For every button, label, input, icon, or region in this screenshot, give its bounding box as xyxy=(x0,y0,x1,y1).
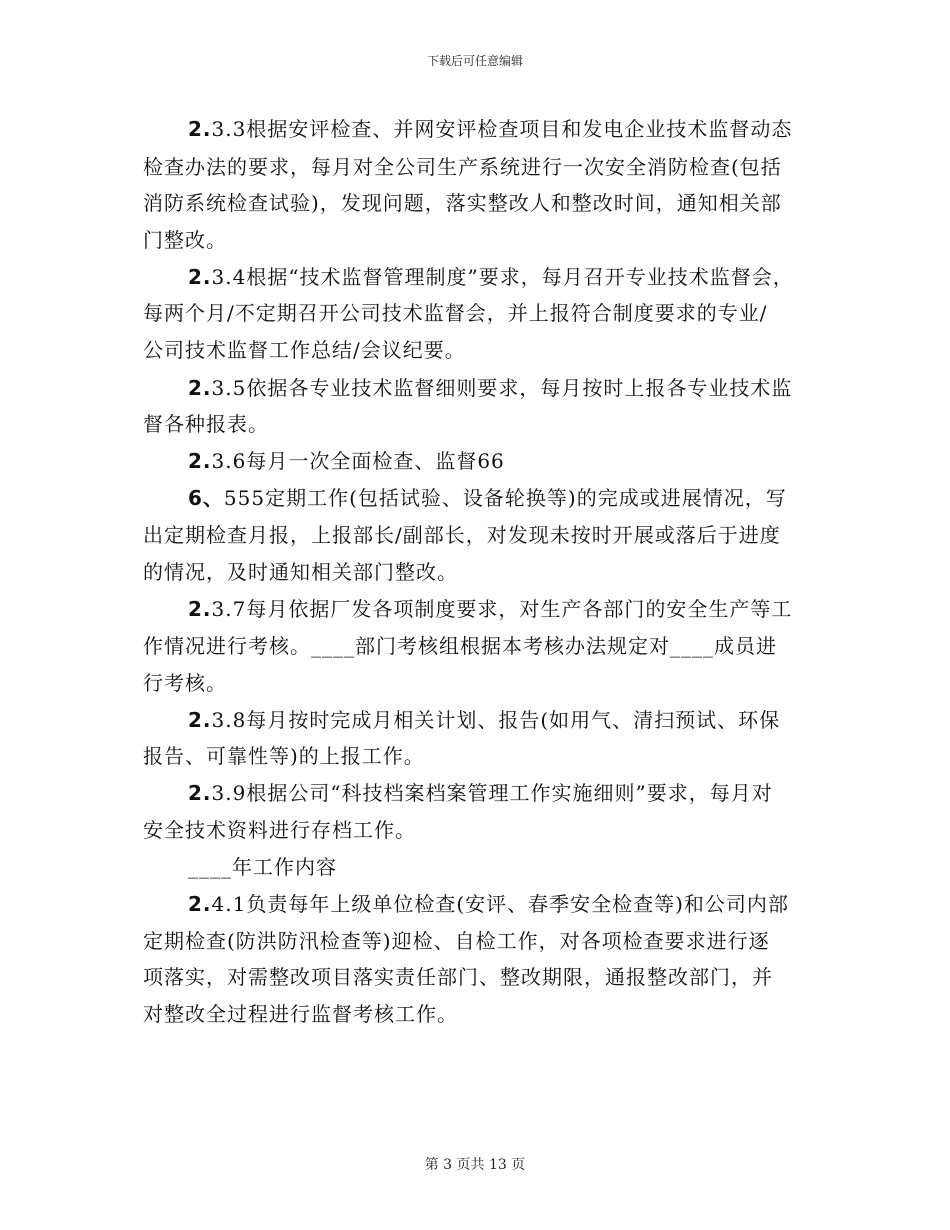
text-line: 2.3.9根据公司“科技档案档案管理工作实施细则”要求，每月对 xyxy=(188,781,773,805)
text-line: 对整改全过程进行监督考核工作。 xyxy=(143,1002,458,1026)
page-header: 下载后可任意编辑 xyxy=(426,54,523,68)
text-line: 2.3.6每月一次全面检查、监督66 xyxy=(188,449,505,473)
text-line: 2.3.5依据各专业技术监督细则要求，每月按时上报各专业技术监 xyxy=(188,376,793,400)
text-line: 2.4.1负责每年上级单位检查(安评、春季安全检查等)和公司内部 xyxy=(188,892,789,916)
text-line: 督各种报表。 xyxy=(143,412,269,436)
text-line: 作情况进行考核。____部门考核组根据本考核办法规定对____成员进 xyxy=(143,634,777,658)
text-line: 公司技术监督工作总结/会议纪要。 xyxy=(143,338,466,362)
text-line: 定期检查(防洪防汛检查等)迎检、自检工作，对各项检查要求进行逐 xyxy=(143,929,770,953)
text-line: 消防系统检查试验)，发现问题，落实整改人和整改时间，通知相关部 xyxy=(143,191,782,215)
text-line: 6、555定期工作(包括试验、设备轮换等)的完成或进展情况，写 xyxy=(188,486,787,510)
text-line: 项落实，对需整改项目落实责任部门、整改期限，通报整改部门，并 xyxy=(143,965,773,989)
text-line: 的情况，及时通知相关部门整改。 xyxy=(143,560,458,584)
section-heading: ____年工作内容 xyxy=(188,855,337,879)
text-line: 2.3.3根据安评检查、并网安评检查项目和发电企业技术监督动态 xyxy=(188,117,793,141)
text-line: 门整改。 xyxy=(143,228,227,252)
text-line: 每两个月/不定期召开公司技术监督会，并上报符合制度要求的专业/ xyxy=(143,301,768,325)
text-line: 安全技术资料进行存档工作。 xyxy=(143,818,416,842)
text-line: 行考核。 xyxy=(143,671,227,695)
text-line: 2.3.8每月按时完成月相关计划、报告(如用气、清扫预试、环保 xyxy=(188,708,781,732)
text-line: 检查办法的要求，每月对全公司生产系统进行一次安全消防检查(包括 xyxy=(143,155,782,179)
page-footer: 第 3 页共 13 页 xyxy=(424,1157,526,1173)
text-line: 报告、可靠性等)的上报工作。 xyxy=(143,744,425,768)
text-line: 出定期检查月报，上报部长/副部长，对发现未按时开展或落后于进度 xyxy=(143,523,781,547)
text-line: 2.3.4根据“技术监督管理制度”要求，每月召开专业技术监督会， xyxy=(188,265,794,289)
text-line: 2.3.7每月依据厂发各项制度要求，对生产各部门的安全生产等工 xyxy=(188,597,793,621)
